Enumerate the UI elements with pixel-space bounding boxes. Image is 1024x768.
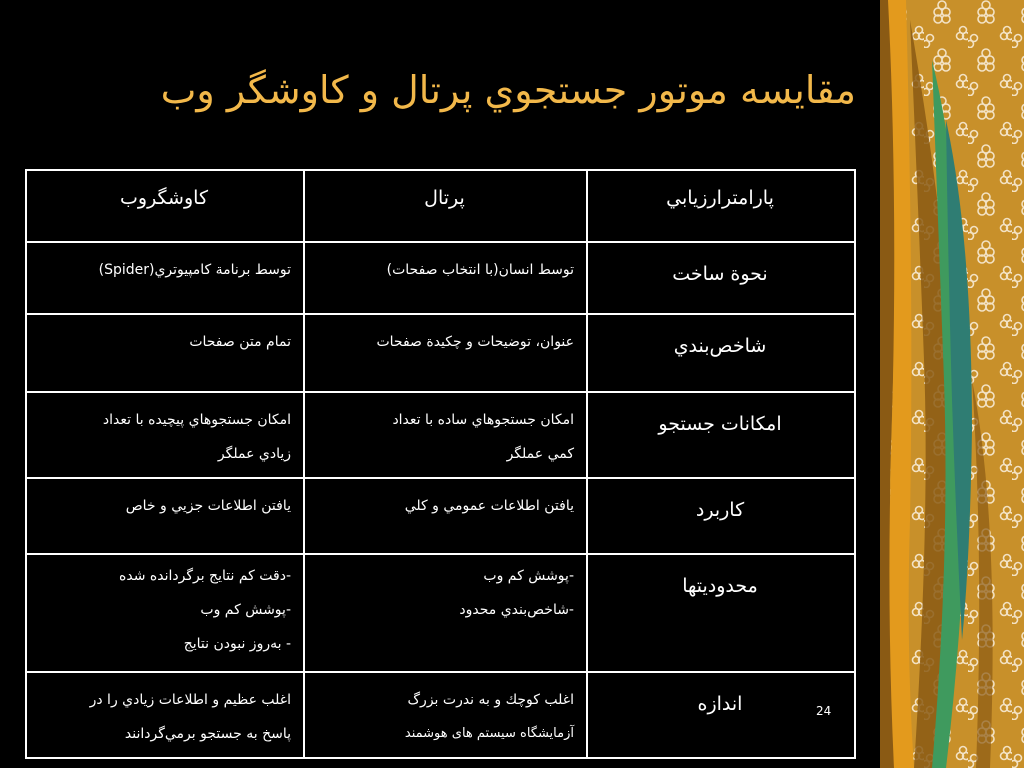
header-portal: پرتال	[304, 170, 587, 242]
table-row	[26, 314, 855, 392]
cell-line: اغلب عظيم و اطلاعات زيادي را در	[89, 692, 291, 708]
portal-cell	[304, 314, 587, 392]
cell-line: -دقت كم نتايج برگردانده شده	[119, 568, 291, 584]
cell-line: اغلب كوچك و به ندرت بزرگ	[407, 692, 574, 708]
cell-line: -شاخص‌بندي محدود	[459, 602, 574, 618]
portal-cell	[304, 554, 587, 672]
crawler-cell	[26, 672, 304, 758]
lab-footnote: آزمایشگاه سیستم های هوشمند	[404, 726, 574, 741]
param-cell: كاربرد	[587, 478, 855, 554]
floral-curtain-border	[880, 0, 1024, 768]
cell-line: -پوشش كم وب	[200, 602, 291, 618]
cell-line: يافتن اطلاعات جزيي و خاص	[125, 498, 291, 514]
param-cell: اندازه	[587, 672, 855, 758]
table-row	[26, 554, 855, 672]
cell-line: عنوان، توضيحات و چكيدة صفحات	[376, 334, 574, 350]
header-param: پارامترارزيابي	[587, 170, 855, 242]
crawler-cell	[26, 242, 304, 314]
cell-line: امكان جستجوهاي ساده با تعداد	[392, 412, 574, 428]
cell-line: امكان جستجوهاي پيچيده با تعداد	[102, 412, 291, 428]
crawler-cell	[26, 314, 304, 392]
cell-line: - به‌روز نبودن نتايج	[183, 636, 291, 652]
cell-line: كمي عملگر	[506, 446, 574, 462]
crawler-cell	[26, 554, 304, 672]
portal-cell	[304, 242, 587, 314]
param-cell: شاخص‌بندي	[587, 314, 855, 392]
comparison-table	[25, 169, 856, 759]
table-row	[26, 478, 855, 554]
cell-line: توسط برنامة كامپيوتري(Spider)	[98, 262, 291, 278]
cell-line: زيادي عملگر	[217, 446, 291, 462]
param-cell: محدوديتها	[587, 554, 855, 672]
cell-line: توسط انسان(با انتخاب صفحات)	[386, 262, 574, 278]
cell-line: تمام متن صفحات	[189, 334, 291, 350]
param-cell: نحوة ساخت	[587, 242, 855, 314]
table-row	[26, 392, 855, 478]
crawler-cell	[26, 392, 304, 478]
cell-line: يافتن اطلاعات عمومي و كلي	[404, 498, 574, 514]
cell-line: پاسخ به جستجو برمي‌گردانند	[124, 726, 291, 742]
page-number: 24	[816, 704, 832, 718]
param-cell: امكانات جستجو	[587, 392, 855, 478]
table-row	[26, 672, 855, 758]
crawler-cell	[26, 478, 304, 554]
portal-cell	[304, 672, 587, 758]
portal-cell	[304, 478, 587, 554]
portal-cell	[304, 392, 587, 478]
header-crawler: كاوشگروب	[26, 170, 304, 242]
table-header-row	[26, 170, 855, 242]
cell-line: -پوشش كم وب	[483, 568, 574, 584]
table-row	[26, 242, 855, 314]
slide-title: مقايسه موتور جستجوي پرتال و كاوشگر وب	[160, 68, 856, 112]
